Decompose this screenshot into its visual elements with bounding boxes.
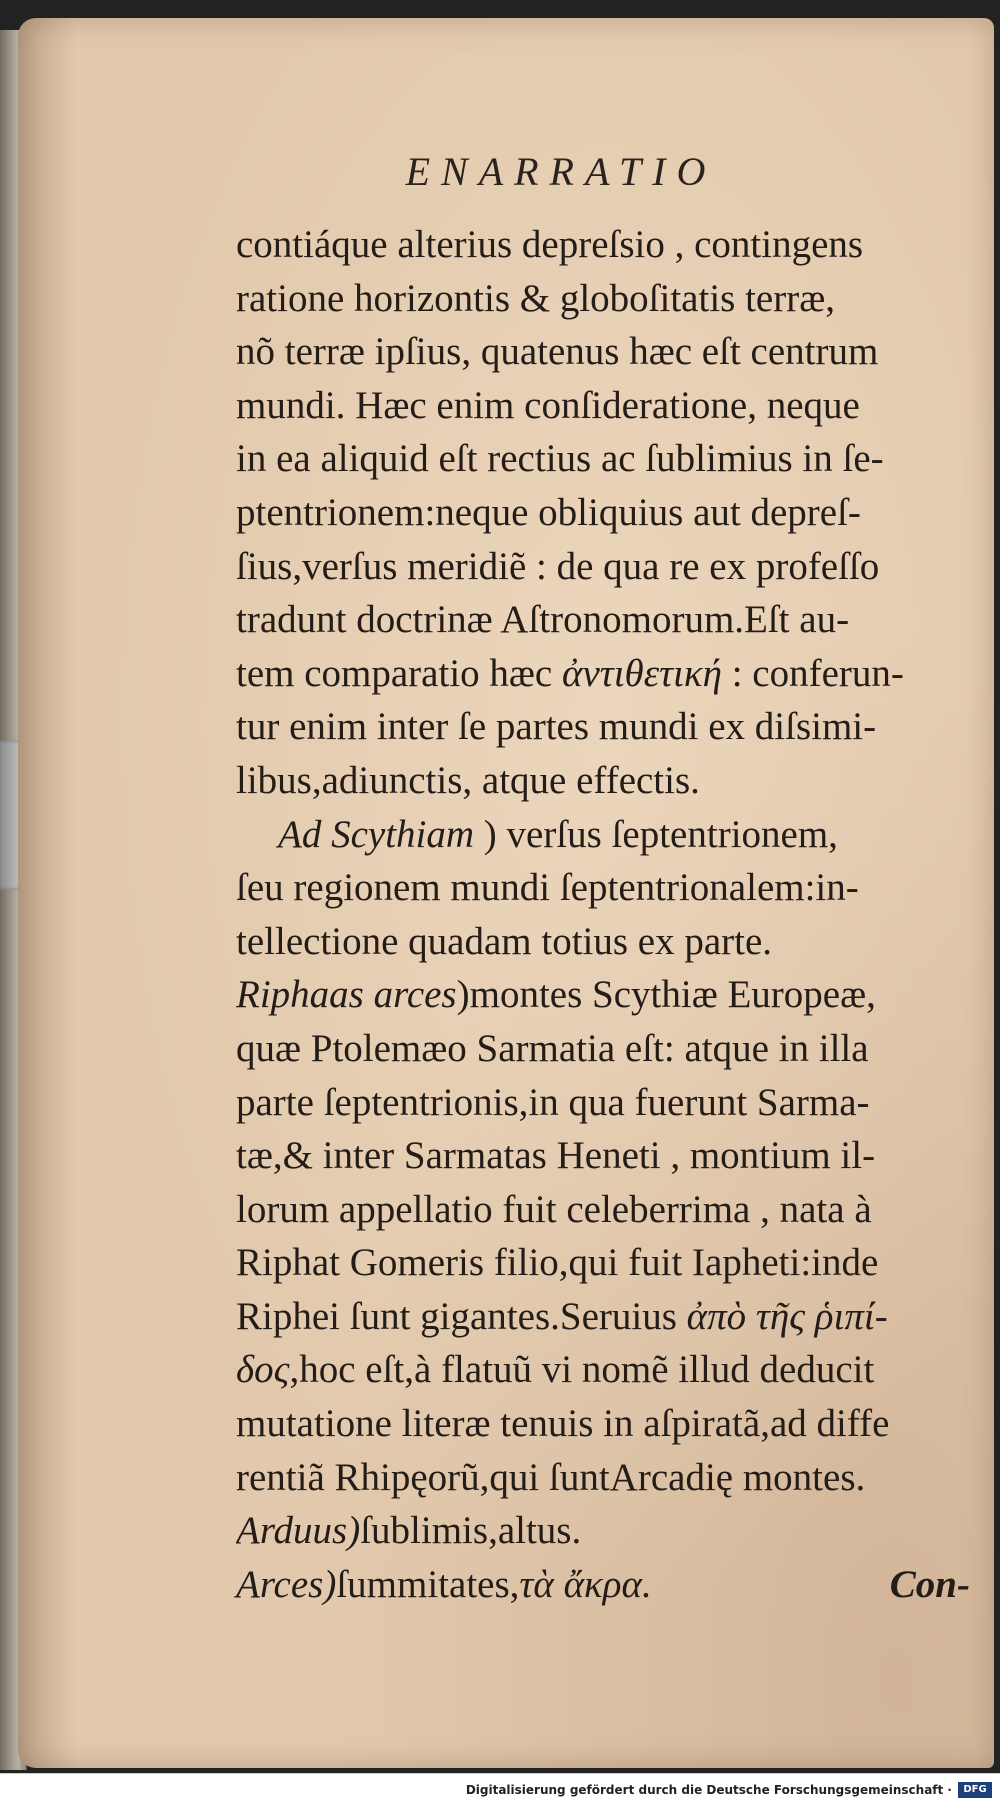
text-line <box>236 968 976 1022</box>
catchword: Con- <box>889 1562 970 1606</box>
footer-bar <box>0 1773 1000 1804</box>
text-line: mutatione literæ tenuis in aſpiratã,ad diffe <box>236 1402 890 1446</box>
lemma: Arduus) <box>236 1509 361 1553</box>
text-line: ſius,verſus meridiẽ : de qua re ex profeſſo <box>236 544 880 588</box>
body-text <box>236 218 976 1611</box>
book-page <box>18 18 994 1768</box>
text-line: Riphat Gomeris filio,qui fuit Iapheti:inde <box>236 1241 879 1285</box>
text-line: lorum appellatio fuit celeberrima , nata à <box>236 1187 872 1231</box>
text-segment: : conferun- <box>721 651 904 695</box>
text-line: ratione horizontis & globoſitatis terræ, <box>236 276 835 320</box>
text-line: ptentrionem:neque obliquius aut depreſ- <box>236 490 861 534</box>
text-line: ſeu regionem mundi ſeptentrionalem:in- <box>236 866 859 910</box>
text-segment: tem comparatio hæc <box>236 651 562 695</box>
running-head: ENARRATIO <box>405 149 717 194</box>
text-line <box>236 808 976 862</box>
text-line-content <box>236 1558 652 1612</box>
lemma: Ad Scythiam <box>278 812 475 856</box>
text-line <box>236 1504 976 1558</box>
lemma: Riphaas arces <box>236 973 457 1017</box>
text-line: parte ſeptentrionis,in qua fuerunt Sarma- <box>236 1080 870 1124</box>
text-line: libus,adiunctis, atque effectis. <box>236 758 700 802</box>
text-line <box>236 647 976 701</box>
text-segment: ſublimis,altus. <box>360 1509 582 1553</box>
text-line: tur enim inter ſe partes mundi ex diſsimi- <box>236 705 877 749</box>
text-segment: ) verſus ſeptentrionem, <box>474 812 838 856</box>
lemma: Arces) <box>236 1562 337 1606</box>
text-segment: )montes Scythiæ Europeæ, <box>456 973 876 1017</box>
funding-credit: Digitalisierung gefördert durch die Deutsche Forschungsgemeinschaft · <box>465 1783 952 1797</box>
text-line: tellectione quadam totius ex parte. <box>236 919 773 963</box>
greek-text: ἀπὸ τῆς ῥιπί- <box>686 1294 888 1338</box>
greek-text: δος <box>236 1348 290 1392</box>
text-line: tæ,& inter Sarmatas Heneti , montium il- <box>236 1134 876 1178</box>
text-line <box>236 1343 976 1397</box>
text-line <box>236 1290 976 1344</box>
text-segment: ,hoc eſt,à flatuũ vi nomẽ illud deducit <box>289 1348 875 1392</box>
text-segment: Riphei ſunt gigantes.Seruius <box>236 1294 687 1338</box>
text-segment: ſummitates, <box>336 1562 520 1606</box>
text-line: rentiã Rhipęorũ,qui ſuntArcadię montes. <box>236 1455 866 1499</box>
text-line: quæ Ptolemæo Sarmatia eſt: atque in illa <box>236 1026 869 1070</box>
greek-text: ἀντιθετική <box>561 651 722 695</box>
text-line: tradunt doctrinæ Aſtronomorum.Eſt au- <box>236 598 850 642</box>
text-line: in ea aliquid eſt rectius ac ſublimius in ſe- <box>236 437 884 481</box>
text-line: mundi. Hæc enim conſideratione, neque <box>236 383 860 427</box>
text-line: contiáque alterius depreſsio , contingens <box>236 223 864 266</box>
greek-text: τὰ ἄκρα. <box>519 1562 652 1606</box>
dfg-logo: DFG <box>958 1782 992 1798</box>
text-line <box>236 1558 976 1612</box>
text-line: nõ terræ ipſius, quatenus hæc eſt centrum <box>236 330 879 374</box>
